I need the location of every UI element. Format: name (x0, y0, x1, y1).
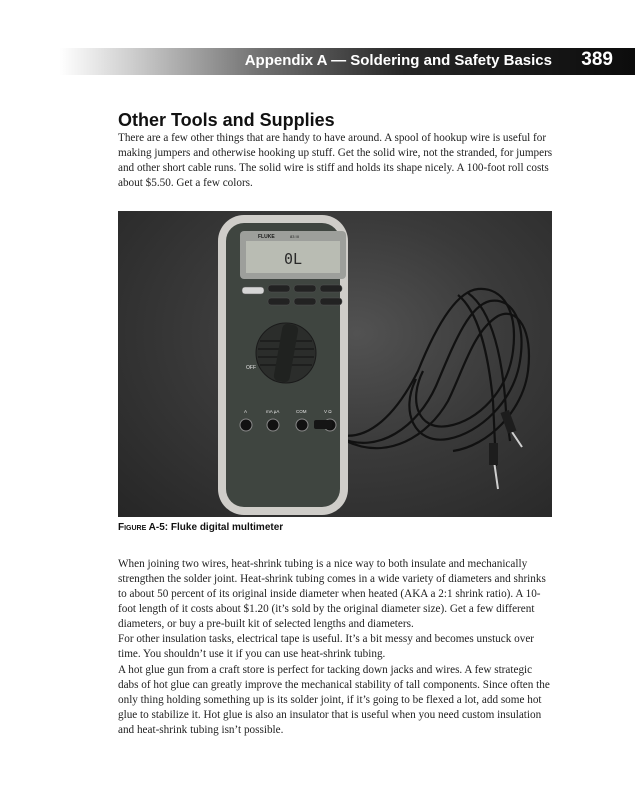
model-label: 83 III (290, 234, 299, 239)
jack-label-v: V Ω (324, 409, 332, 414)
paragraph-heat-shrink: When joining two wires, heat-shrink tubing is a nice way to both insulate and mechanically strengthen the solder joint. Heat-shrink tubing comes in a wide variety of diameters and shrinks to about 50 percent of its original inside diameter when heated (AKA a 2:1 shrink ratio). A 10-foot length of it costs about $1.20 (it’s sold by the original diameter size). Get a few different diameters, or buy a pre-built kit of selected lengths and diameters. (118, 558, 546, 630)
jack-label-a: A (244, 409, 248, 414)
chapter-title: Appendix A — Soldering and Safety Basics (244, 52, 552, 69)
paragraph-hot-glue: A hot glue gun from a craft store is perfect for tacking down jacks and wires. A few strategic dabs of hot glue can greatly improve the mechanical stability of tall components. Since often the only thing holding something up is its solder joint, if it’s going to be flexed a lot, add some hot glue to stabilize it. Hot glue is also an insulator that is useful when you need custom insulation and heat-shrink tubing isn’t possible. (118, 664, 550, 736)
plugged-lead (314, 420, 332, 429)
jack-label-com: COM (296, 409, 307, 414)
dial-off-label: OFF (246, 365, 256, 371)
figure-caption (118, 522, 283, 533)
jack-label-ma: mA µA (266, 409, 280, 414)
paragraph-electrical-tape: For other insulation tasks, electrical tape is useful. It’s a bit messy and becomes unstuck over time. You shouldn’t use it if you can use heat-shrink tubing. (118, 633, 535, 660)
lcd-reading: 0L (284, 250, 303, 268)
section-title: Other Tools and Supplies (118, 110, 335, 130)
test-leads (333, 289, 529, 466)
figure-label: Figure A-5: (118, 522, 169, 533)
paragraph-intro: There are a few other things that are handy to have around. A spool of hookup wire is useful for making jumpers and otherwise hooking up stuff. Get the solid wire, not the stranded, for jumpers and other short cable runs. The solid wire is stiff and holds its shape nicely. A 100-foot roll costs about $5.50. Get a few colors. (118, 132, 553, 189)
running-header (60, 48, 635, 75)
page-number: 389 (581, 49, 613, 70)
figure-caption-text: Fluke digital multimeter (170, 522, 284, 533)
multimeter-photo (118, 211, 552, 517)
brand-label: FLUKE (258, 234, 275, 240)
